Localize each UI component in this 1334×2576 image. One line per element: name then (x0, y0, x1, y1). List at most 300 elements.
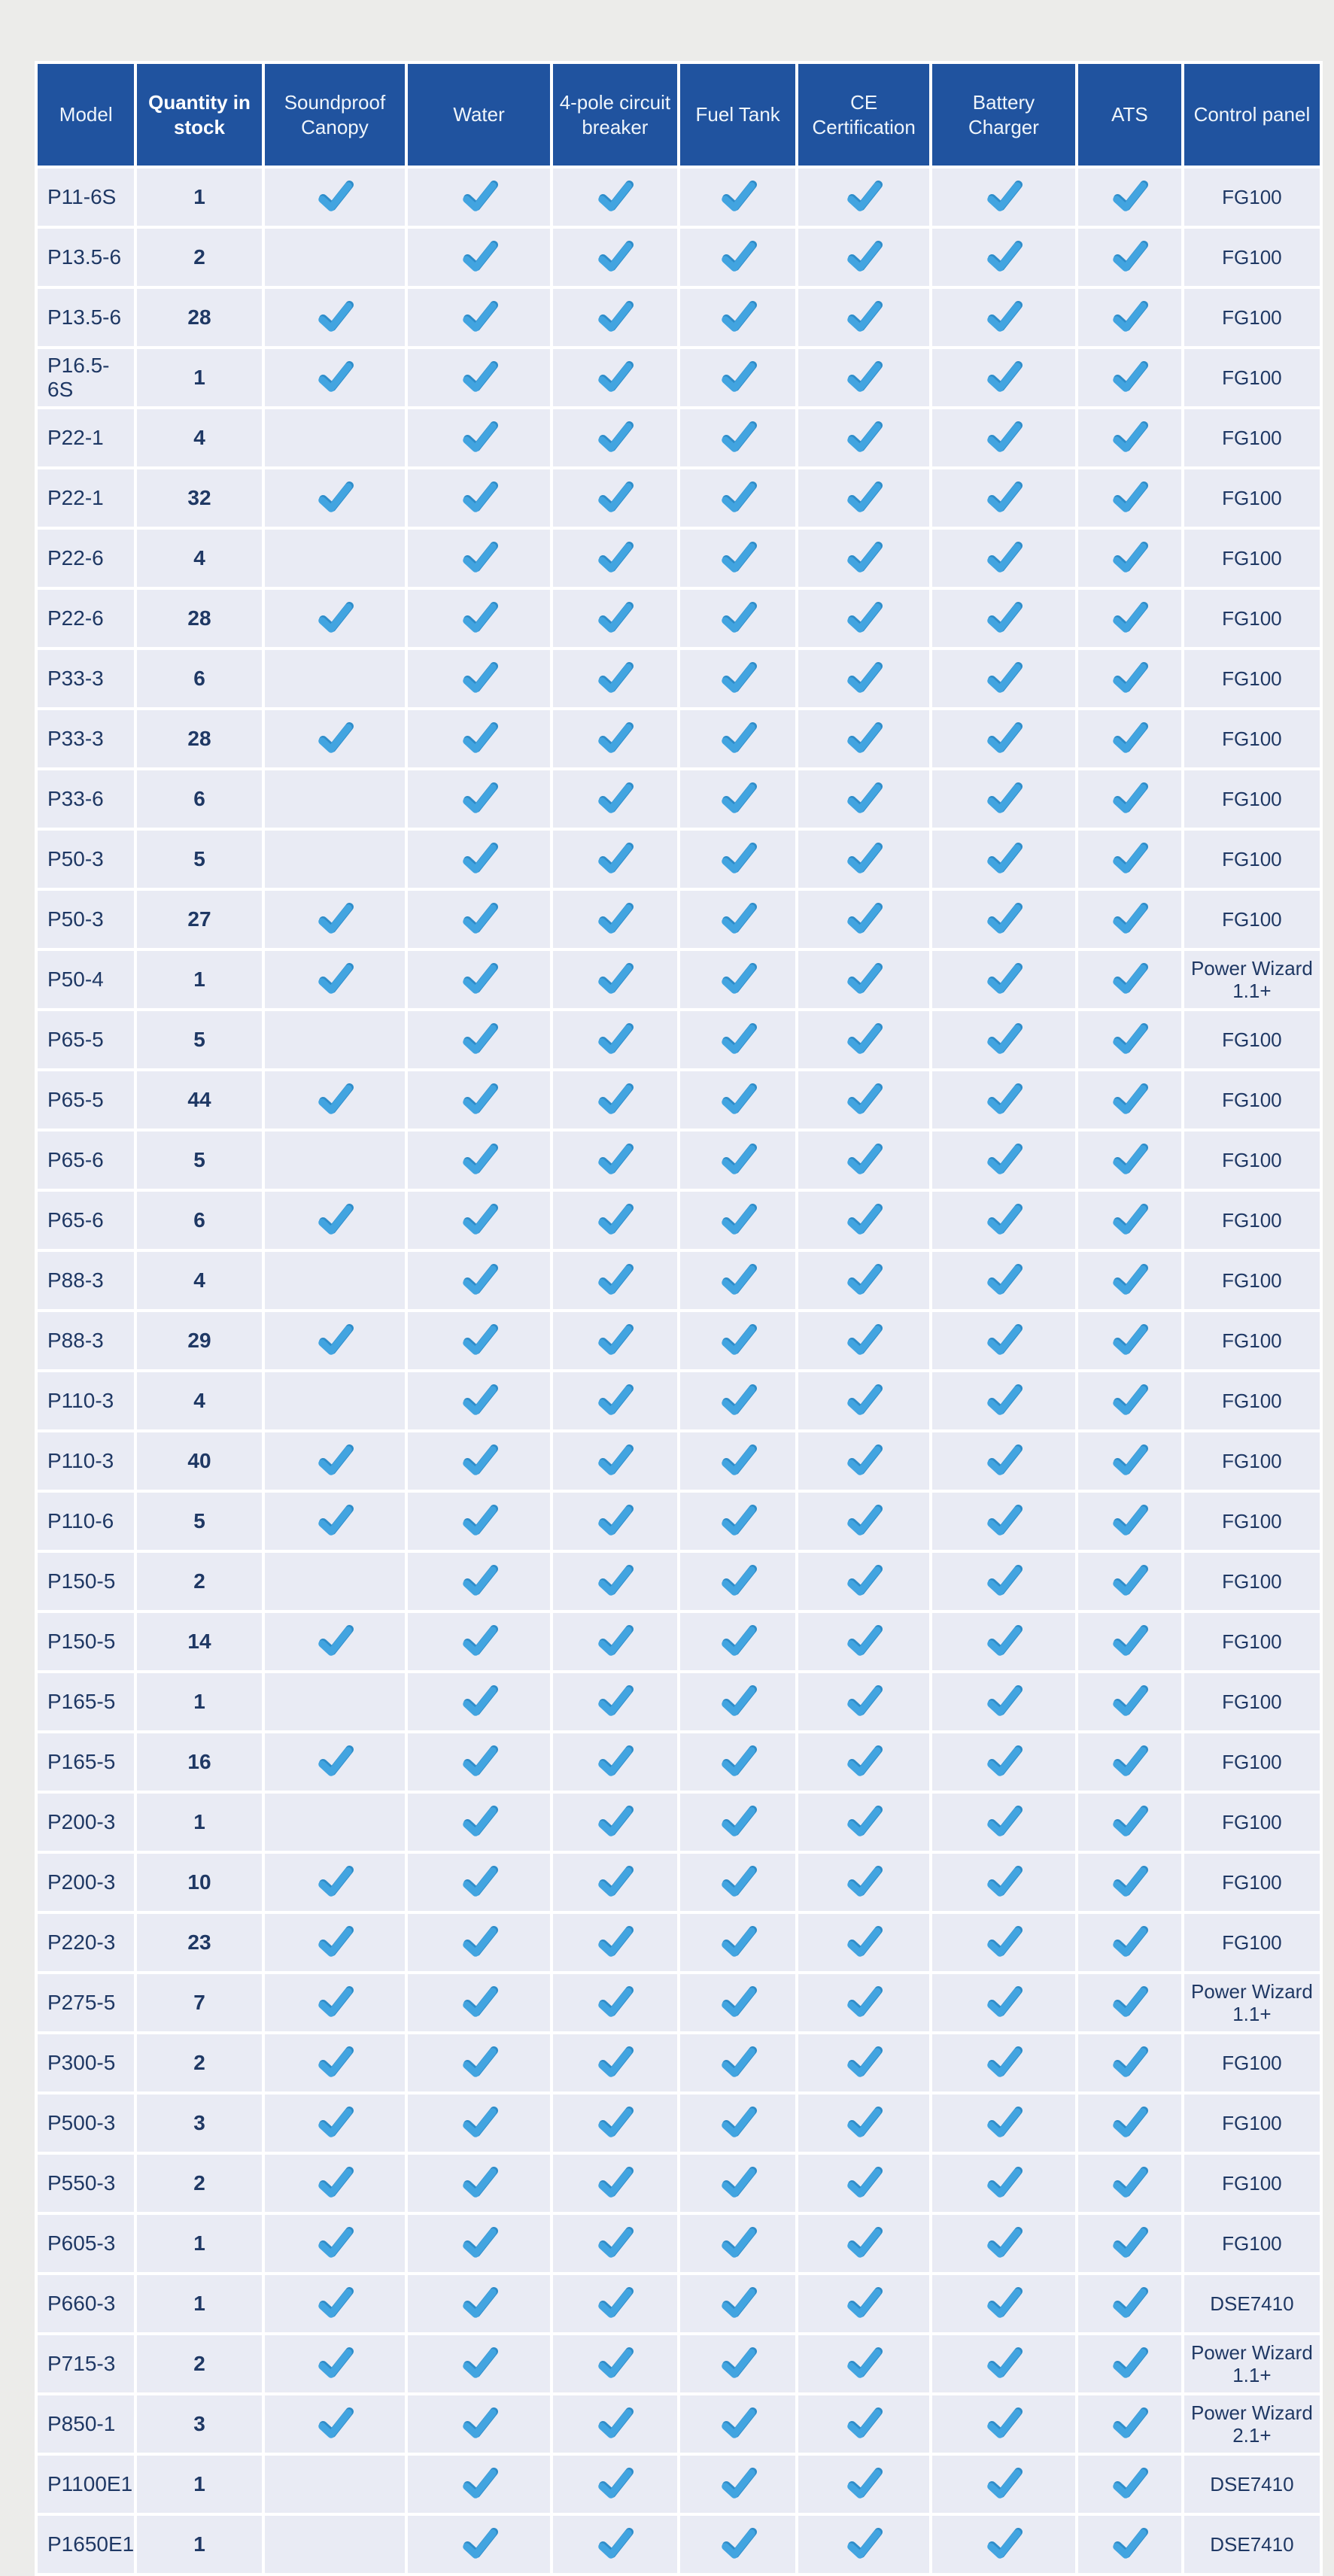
table-row (38, 1673, 1320, 1730)
table-row (38, 1011, 1320, 1068)
check-icon (719, 782, 757, 816)
ce-certification-cell (798, 1372, 928, 1429)
table-row (38, 2456, 1320, 2513)
water-cell (408, 1673, 549, 1730)
soundproof-canopy-cell (265, 1432, 406, 1490)
battery-charger-cell (932, 169, 1075, 226)
fuel-tank-cell (680, 289, 795, 346)
table-row (38, 229, 1320, 286)
check-icon (460, 1625, 498, 1658)
ce-certification-cell (798, 1432, 928, 1490)
4-pole-circuit-breaker-cell (553, 650, 677, 707)
check-icon (596, 2227, 634, 2260)
soundproof-canopy-cell (265, 2034, 406, 2091)
battery-charger-cell (932, 2516, 1075, 2573)
fuel-tank-cell (680, 2456, 795, 2513)
soundproof-canopy-cell (265, 1252, 406, 1309)
check-icon (845, 542, 883, 575)
check-icon (460, 542, 498, 575)
ats-cell (1078, 650, 1181, 707)
quantity-in-stock-cell: 5 (137, 831, 261, 888)
4-pole-circuit-breaker-cell (553, 1613, 677, 1670)
check-icon (845, 1023, 883, 1056)
column-header-ats: ATS (1078, 64, 1181, 166)
fuel-tank-cell (680, 1673, 795, 1730)
control-panel-cell: FG100 (1184, 2095, 1320, 2152)
soundproof-canopy-cell (265, 1011, 406, 1068)
table-row (38, 1252, 1320, 1309)
fuel-tank-cell (680, 710, 795, 767)
check-icon (316, 1324, 354, 1357)
check-icon (460, 2468, 498, 2501)
water-cell (408, 289, 549, 346)
4-pole-circuit-breaker-cell (553, 1673, 677, 1730)
check-icon (460, 1384, 498, 1417)
water-cell (408, 2215, 549, 2272)
4-pole-circuit-breaker-cell (553, 1312, 677, 1369)
check-icon (1111, 301, 1148, 334)
control-panel-cell: FG100 (1184, 1613, 1320, 1670)
soundproof-canopy-cell (265, 2335, 406, 2392)
model-cell: P50-3 (38, 891, 134, 948)
ats-cell (1078, 229, 1181, 286)
quantity-in-stock-cell: 1 (137, 1794, 261, 1851)
check-icon (460, 1083, 498, 1116)
4-pole-circuit-breaker-cell (553, 2395, 677, 2453)
quantity-in-stock-cell: 6 (137, 650, 261, 707)
soundproof-canopy-cell (265, 1493, 406, 1550)
check-icon (985, 2528, 1023, 2561)
fuel-tank-cell (680, 1974, 795, 2031)
control-panel-cell: FG100 (1184, 2155, 1320, 2212)
ce-certification-cell (798, 590, 928, 647)
control-panel-cell: FG100 (1184, 1914, 1320, 1971)
check-icon (985, 1866, 1023, 1899)
check-icon (1111, 542, 1148, 575)
ce-certification-cell (798, 1011, 928, 1068)
check-icon (985, 542, 1023, 575)
control-panel-cell: FG100 (1184, 2215, 1320, 2272)
check-icon (719, 2347, 757, 2380)
check-icon (1111, 2468, 1148, 2501)
control-panel-cell: FG100 (1184, 1252, 1320, 1309)
4-pole-circuit-breaker-cell (553, 2095, 677, 2152)
check-icon (316, 2167, 354, 2200)
fuel-tank-cell (680, 349, 795, 406)
water-cell (408, 349, 549, 406)
control-panel-cell: FG100 (1184, 710, 1320, 767)
water-cell (408, 1974, 549, 2031)
battery-charger-cell (932, 590, 1075, 647)
check-icon (985, 662, 1023, 695)
battery-charger-cell (932, 710, 1075, 767)
check-icon (1111, 843, 1148, 876)
check-icon (460, 1866, 498, 1899)
check-icon (719, 1083, 757, 1116)
check-icon (460, 722, 498, 755)
ce-certification-cell (798, 409, 928, 466)
ce-certification-cell (798, 229, 928, 286)
fuel-tank-cell (680, 1432, 795, 1490)
check-icon (596, 1986, 634, 2019)
4-pole-circuit-breaker-cell (553, 169, 677, 226)
4-pole-circuit-breaker-cell (553, 1192, 677, 1249)
check-icon (460, 2227, 498, 2260)
soundproof-canopy-cell (265, 1733, 406, 1791)
check-icon (719, 481, 757, 515)
check-icon (985, 843, 1023, 876)
ce-certification-cell (798, 2095, 928, 2152)
battery-charger-cell (932, 1794, 1075, 1851)
ats-cell (1078, 349, 1181, 406)
soundproof-canopy-cell (265, 770, 406, 828)
table-row (38, 530, 1320, 587)
check-icon (719, 2528, 757, 2561)
control-panel-cell: FG100 (1184, 1553, 1320, 1610)
ats-cell (1078, 1192, 1181, 1249)
model-cell: P110-3 (38, 1432, 134, 1490)
soundproof-canopy-cell (265, 169, 406, 226)
column-header-battery-charger: Battery Charger (932, 64, 1075, 166)
check-icon (460, 1023, 498, 1056)
water-cell (408, 951, 549, 1008)
check-icon (316, 903, 354, 936)
check-icon (596, 1505, 634, 1538)
ats-cell (1078, 1071, 1181, 1129)
control-panel-cell: Power Wizard 1.1+ (1184, 951, 1320, 1008)
column-header-model: Model (38, 64, 134, 166)
check-icon (719, 1926, 757, 1959)
check-icon (845, 2468, 883, 2501)
check-icon (719, 1986, 757, 2019)
ats-cell (1078, 1553, 1181, 1610)
ce-certification-cell (798, 2155, 928, 2212)
quantity-in-stock-cell: 6 (137, 770, 261, 828)
check-icon (460, 602, 498, 635)
check-icon (719, 1023, 757, 1056)
check-icon (316, 2407, 354, 2441)
check-icon (460, 2528, 498, 2561)
table-row (38, 2516, 1320, 2573)
battery-charger-cell (932, 229, 1075, 286)
battery-charger-cell (932, 1493, 1075, 1550)
ats-cell (1078, 2395, 1181, 2453)
soundproof-canopy-cell (265, 2395, 406, 2453)
table-row (38, 770, 1320, 828)
table-row (38, 349, 1320, 406)
check-icon (460, 181, 498, 214)
ce-certification-cell (798, 1071, 928, 1129)
ce-certification-cell (798, 2215, 928, 2272)
4-pole-circuit-breaker-cell (553, 1071, 677, 1129)
quantity-in-stock-cell: 40 (137, 1432, 261, 1490)
check-icon (845, 1685, 883, 1718)
soundproof-canopy-cell (265, 2155, 406, 2212)
ats-cell (1078, 469, 1181, 527)
check-icon (985, 1625, 1023, 1658)
quantity-in-stock-cell: 32 (137, 469, 261, 527)
check-icon (460, 1505, 498, 1538)
soundproof-canopy-cell (265, 1071, 406, 1129)
soundproof-canopy-cell (265, 530, 406, 587)
model-cell: P605-3 (38, 2215, 134, 2272)
ats-cell (1078, 1493, 1181, 1550)
battery-charger-cell (932, 770, 1075, 828)
check-icon (316, 1505, 354, 1538)
water-cell (408, 2395, 549, 2453)
check-icon (460, 662, 498, 695)
ats-cell (1078, 2034, 1181, 2091)
control-panel-cell: FG100 (1184, 1493, 1320, 1550)
check-icon (719, 722, 757, 755)
check-icon (596, 782, 634, 816)
soundproof-canopy-cell (265, 951, 406, 1008)
check-icon (985, 1144, 1023, 1177)
check-icon (460, 903, 498, 936)
table-row (38, 1733, 1320, 1791)
column-header-quantity-in-stock: Quantity in stock (137, 64, 261, 166)
soundproof-canopy-cell (265, 1553, 406, 1610)
check-icon (845, 361, 883, 394)
check-icon (596, 241, 634, 274)
model-cell: P88-3 (38, 1252, 134, 1309)
check-icon (596, 1444, 634, 1478)
quantity-in-stock-cell: 29 (137, 1312, 261, 1369)
check-icon (719, 1204, 757, 1237)
battery-charger-cell (932, 2155, 1075, 2212)
check-icon (316, 1866, 354, 1899)
check-icon (596, 181, 634, 214)
check-icon (596, 1866, 634, 1899)
water-cell (408, 2095, 549, 2152)
ats-cell (1078, 169, 1181, 226)
ce-certification-cell (798, 710, 928, 767)
check-icon (596, 2287, 634, 2320)
soundproof-canopy-cell (265, 710, 406, 767)
water-cell (408, 2335, 549, 2392)
check-icon (460, 1324, 498, 1357)
check-icon (985, 421, 1023, 454)
check-icon (985, 903, 1023, 936)
table-row (38, 951, 1320, 1008)
battery-charger-cell (932, 951, 1075, 1008)
quantity-in-stock-cell: 16 (137, 1733, 261, 1791)
ce-certification-cell (798, 469, 928, 527)
table-row (38, 1192, 1320, 1249)
check-icon (316, 1625, 354, 1658)
4-pole-circuit-breaker-cell (553, 710, 677, 767)
battery-charger-cell (932, 1372, 1075, 1429)
fuel-tank-cell (680, 229, 795, 286)
4-pole-circuit-breaker-cell (553, 590, 677, 647)
soundproof-canopy-cell (265, 1132, 406, 1189)
control-panel-cell: FG100 (1184, 891, 1320, 948)
model-cell: P11-6S (38, 169, 134, 226)
check-icon (719, 1806, 757, 1839)
check-icon (460, 1745, 498, 1779)
water-cell (408, 2275, 549, 2332)
column-header-4-pole-circuit-breaker: 4-pole circuit breaker (553, 64, 677, 166)
ce-certification-cell (798, 1794, 928, 1851)
check-icon (316, 963, 354, 996)
check-icon (596, 2107, 634, 2140)
soundproof-canopy-cell (265, 831, 406, 888)
4-pole-circuit-breaker-cell (553, 2034, 677, 2091)
battery-charger-cell (932, 650, 1075, 707)
soundproof-canopy-cell (265, 1312, 406, 1369)
check-icon (596, 1685, 634, 1718)
model-cell: P110-3 (38, 1372, 134, 1429)
check-icon (596, 301, 634, 334)
check-icon (1111, 1625, 1148, 1658)
check-icon (845, 1384, 883, 1417)
check-icon (985, 1204, 1023, 1237)
fuel-tank-cell (680, 2335, 795, 2392)
table-row (38, 2095, 1320, 2152)
quantity-in-stock-cell: 3 (137, 2395, 261, 2453)
check-icon (985, 361, 1023, 394)
soundproof-canopy-cell (265, 2456, 406, 2513)
check-icon (845, 1144, 883, 1177)
soundproof-canopy-cell (265, 2215, 406, 2272)
soundproof-canopy-cell (265, 2275, 406, 2332)
check-icon (460, 2046, 498, 2079)
check-icon (596, 2407, 634, 2441)
check-icon (1111, 2528, 1148, 2561)
check-icon (845, 1926, 883, 1959)
battery-charger-cell (932, 409, 1075, 466)
model-cell: P275-5 (38, 1974, 134, 2031)
quantity-in-stock-cell: 1 (137, 2275, 261, 2332)
ce-certification-cell (798, 1613, 928, 1670)
quantity-in-stock-cell: 5 (137, 1011, 261, 1068)
check-icon (1111, 361, 1148, 394)
4-pole-circuit-breaker-cell (553, 891, 677, 948)
check-icon (596, 1625, 634, 1658)
check-icon (985, 1023, 1023, 1056)
check-icon (596, 1023, 634, 1056)
check-icon (1111, 722, 1148, 755)
ce-certification-cell (798, 2456, 928, 2513)
soundproof-canopy-cell (265, 1613, 406, 1670)
water-cell (408, 1493, 549, 1550)
control-panel-cell: FG100 (1184, 1011, 1320, 1068)
fuel-tank-cell (680, 1854, 795, 1911)
model-cell: P165-5 (38, 1733, 134, 1791)
water-cell (408, 770, 549, 828)
ats-cell (1078, 1252, 1181, 1309)
column-header-fuel-tank: Fuel Tank (680, 64, 795, 166)
check-icon (1111, 662, 1148, 695)
check-icon (1111, 1144, 1148, 1177)
check-icon (316, 481, 354, 515)
check-icon (460, 1264, 498, 1297)
check-icon (460, 301, 498, 334)
ats-cell (1078, 1794, 1181, 1851)
check-icon (596, 602, 634, 635)
control-panel-cell: Power Wizard 2.1+ (1184, 2395, 1320, 2453)
check-icon (985, 1745, 1023, 1779)
water-cell (408, 2456, 549, 2513)
battery-charger-cell (932, 2034, 1075, 2091)
quantity-in-stock-cell: 4 (137, 530, 261, 587)
table-header (38, 64, 1320, 166)
battery-charger-cell (932, 2335, 1075, 2392)
ats-cell (1078, 710, 1181, 767)
ce-certification-cell (798, 1493, 928, 1550)
check-icon (719, 1144, 757, 1177)
battery-charger-cell (932, 1733, 1075, 1791)
check-icon (1111, 2107, 1148, 2140)
4-pole-circuit-breaker-cell (553, 1733, 677, 1791)
model-cell: P65-5 (38, 1071, 134, 1129)
control-panel-cell: FG100 (1184, 2034, 1320, 2091)
model-cell: P110-6 (38, 1493, 134, 1550)
check-icon (316, 361, 354, 394)
ats-cell (1078, 530, 1181, 587)
quantity-in-stock-cell: 1 (137, 951, 261, 1008)
soundproof-canopy-cell (265, 1372, 406, 1429)
ce-certification-cell (798, 1553, 928, 1610)
fuel-tank-cell (680, 1312, 795, 1369)
check-icon (845, 2046, 883, 2079)
table-row (38, 1432, 1320, 1490)
control-panel-cell: FG100 (1184, 169, 1320, 226)
ce-certification-cell (798, 891, 928, 948)
check-icon (1111, 1444, 1148, 1478)
water-cell (408, 1794, 549, 1851)
fuel-tank-cell (680, 169, 795, 226)
check-icon (316, 301, 354, 334)
model-cell: P22-1 (38, 409, 134, 466)
check-icon (460, 1926, 498, 1959)
quantity-in-stock-cell: 23 (137, 1914, 261, 1971)
check-icon (1111, 241, 1148, 274)
soundproof-canopy-cell (265, 1192, 406, 1249)
quantity-in-stock-cell: 2 (137, 1553, 261, 1610)
water-cell (408, 169, 549, 226)
ats-cell (1078, 1673, 1181, 1730)
check-icon (719, 1625, 757, 1658)
check-icon (1111, 2227, 1148, 2260)
table-row (38, 710, 1320, 767)
check-icon (1111, 1264, 1148, 1297)
ats-cell (1078, 831, 1181, 888)
check-icon (845, 1866, 883, 1899)
4-pole-circuit-breaker-cell (553, 349, 677, 406)
water-cell (408, 1613, 549, 1670)
check-icon (316, 1444, 354, 1478)
check-icon (985, 2468, 1023, 2501)
check-icon (985, 602, 1023, 635)
model-cell: P500-3 (38, 2095, 134, 2152)
check-icon (845, 421, 883, 454)
ce-certification-cell (798, 169, 928, 226)
check-icon (1111, 782, 1148, 816)
control-panel-cell: FG100 (1184, 1132, 1320, 1189)
check-icon (845, 1745, 883, 1779)
check-icon (460, 2407, 498, 2441)
check-icon (316, 1986, 354, 2019)
battery-charger-cell (932, 1974, 1075, 2031)
soundproof-canopy-cell (265, 289, 406, 346)
model-cell: P200-3 (38, 1794, 134, 1851)
fuel-tank-cell (680, 469, 795, 527)
check-icon (845, 2407, 883, 2441)
control-panel-cell: FG100 (1184, 590, 1320, 647)
check-icon (1111, 1023, 1148, 1056)
check-icon (845, 1264, 883, 1297)
